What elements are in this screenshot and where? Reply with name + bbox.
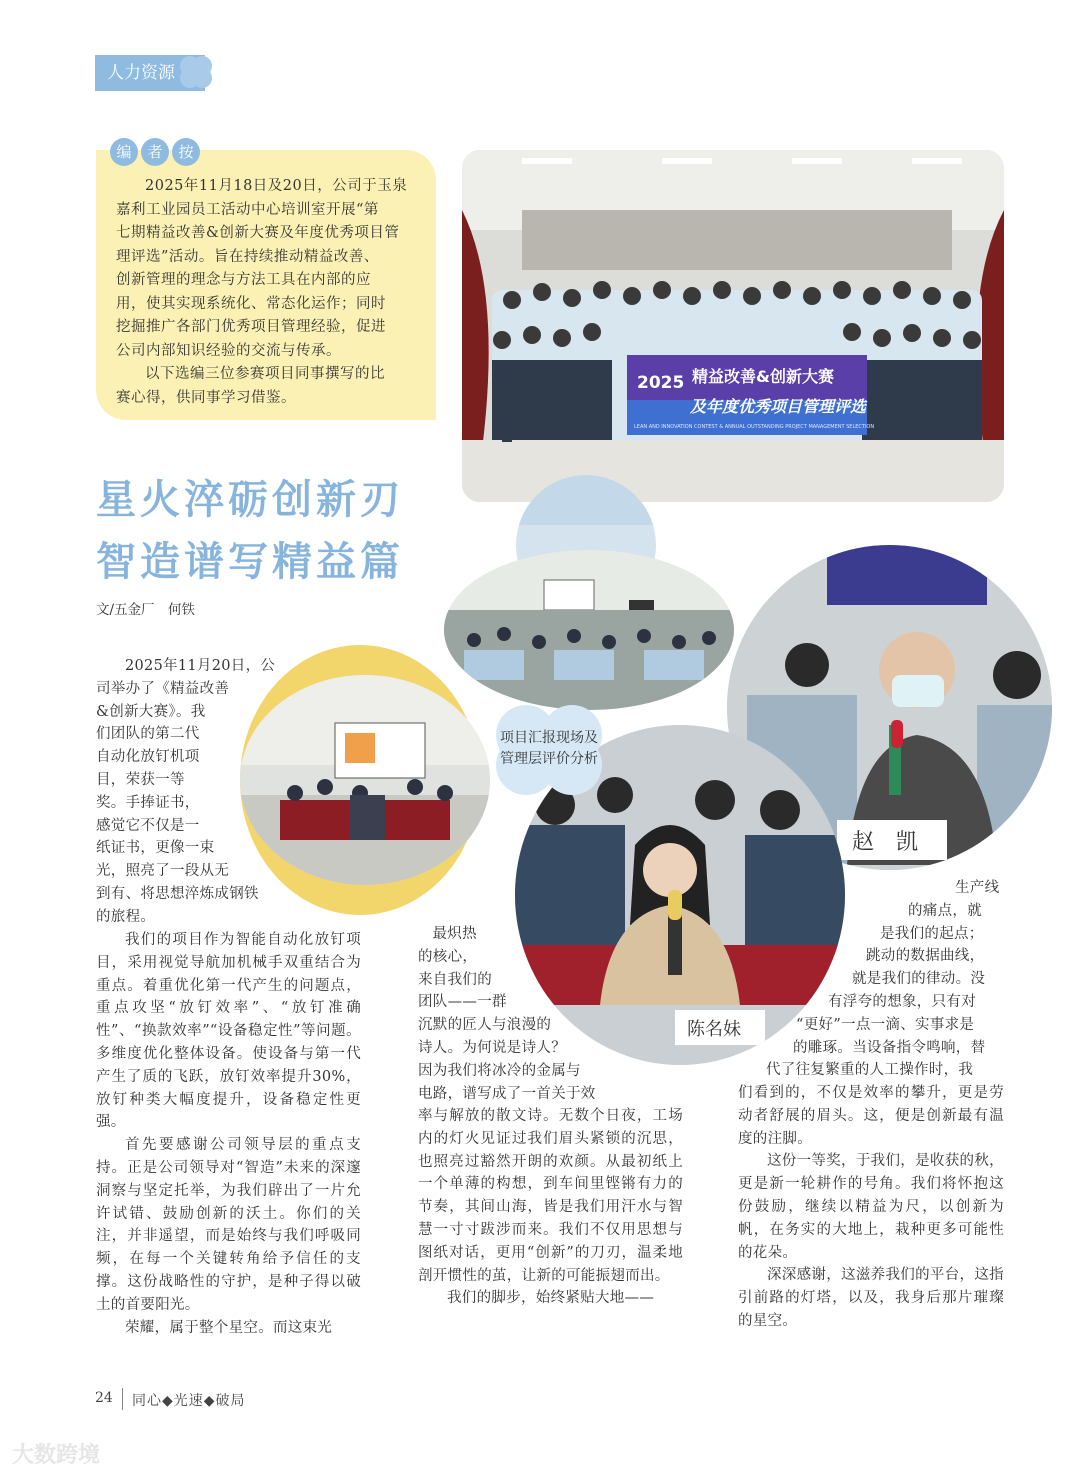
- page-number: 24: [95, 1390, 113, 1406]
- note-line: 赛心得，供同事学习借鉴。: [116, 389, 296, 406]
- text-line: “更好”一点一滴、实事求是: [796, 1016, 975, 1033]
- note-line: 嘉利工业园员工活动中心培训室开展“第: [116, 201, 379, 218]
- footer-slogan: 同心◆光速◆破局: [132, 1393, 246, 1409]
- note-line: 挖掘推广各部门优秀项目管理经验，促进: [116, 319, 386, 335]
- body-paragraph: 我们的项目作为智能自动化放钉项目，采用视觉导航加机械手双重结合为重点。着重优化第一代产生的问题点，重点攻坚“放钉效率”、“放钉准确性”、“换款效率”“设备稳定性”等问题。多维度优化整体设备。使设备与第一代产生了质的飞跃，放钉效率提升30%，放钉种类大幅度提升，设备稳定性更强。: [96, 932, 361, 1131]
- text-line: 因为我们将冰冷的金属与: [418, 1062, 581, 1079]
- note-line: 创新管理的理念与方法工具在内部的应: [116, 272, 371, 288]
- note-line: 以下选编三位参赛项目同事撰写的比: [145, 366, 385, 382]
- column-3-body: [738, 1082, 1004, 1333]
- text-line: 目，荣获一等: [96, 771, 185, 788]
- caption-line2: 管理层评价分析: [500, 751, 598, 767]
- body-paragraph: 深深感谢，这滋养我们的平台，这指引前路的灯塔，以及，我身后那片璀璨的星空。: [738, 1267, 1004, 1329]
- text-line: 到有、将思想淬炼成钢铁: [96, 885, 259, 902]
- cloud-icon: [176, 52, 216, 92]
- text-line: 跳动的数据曲线，: [866, 948, 985, 965]
- note-line: 用，使其实现系统化、常态化运作；同时: [116, 295, 386, 312]
- body-paragraph: 我们的脚步，始终紧贴大地——: [447, 1290, 655, 1307]
- presentation-room-illustration: [240, 675, 490, 885]
- footer-divider: [122, 1388, 123, 1410]
- text-line: 有浮夸的想象，只有对: [828, 993, 976, 1010]
- column-2-wrap: [418, 923, 688, 1105]
- banner-english: LEAN AND INNOVATION CONTEST & ANNUAL OUTSTANDING PROJECT MANAGEMENT SELECTION: [634, 424, 875, 430]
- editor-note-paragraph-1: [116, 175, 416, 363]
- group-photo-illustration: [462, 150, 1004, 502]
- text-line: 来自我们的: [418, 971, 492, 988]
- caption-line1: 项目汇报现场及: [500, 730, 598, 746]
- column-1-body: [96, 929, 361, 1339]
- column-3-wrap: [738, 877, 1004, 1082]
- text-line: 司举办了《精益改善: [96, 680, 230, 697]
- text-line: 就是我们的律动。没: [852, 971, 986, 988]
- editor-badge-1: 编: [110, 138, 138, 166]
- text-line: 沉默的匠人与浪漫的: [418, 1017, 552, 1034]
- text-line: 的旅程。: [96, 908, 156, 925]
- article-title-line2: 智造谱写精益篇: [96, 539, 404, 585]
- banner-line1: 精益改善&创新大赛: [692, 367, 834, 386]
- text-line: 的痛点，就: [908, 902, 982, 919]
- text-line: 们团队的第二代: [96, 726, 200, 743]
- photo-presentation-room: [240, 675, 490, 885]
- body-paragraph: 荣耀，属于整个星空。而这束光: [125, 1319, 333, 1336]
- byline: 文/五金厂 何铁: [96, 602, 196, 618]
- body-paragraph: 率与解放的散文诗。无数个日夜，工场内的灯火见证过我们眉头紧锁的沉思，也照亮过豁然开朗的欢颜。从最初纸上一个单薄的构想，到车间里铿锵有力的节奏，其间山海，皆是我们用汗水与智慧一寸寸跋涉而来。我们不仅用思想与图纸对话，更用“创新”的刀刃，温柔地剖开惯性的茧，让新的可能振翅而出。: [418, 1108, 683, 1284]
- note-line: 2025年11月18日及20日，公司于玉泉: [145, 178, 408, 194]
- text-line: 电路，谱写成了一首关于效: [418, 1085, 596, 1102]
- text-line: 生产线: [955, 880, 1000, 896]
- text-line: 2025年11月20日，公: [125, 658, 276, 674]
- text-line: &创新大赛》。我: [96, 703, 206, 720]
- group-photo: [462, 150, 1004, 502]
- banner-year: 2025: [637, 373, 685, 393]
- article-title-line1: 星火淬砺创新刃: [96, 477, 404, 523]
- editor-note-paragraph-2: [116, 363, 416, 410]
- text-line: 的雕琢。当设备指令鸣响，替: [793, 1039, 986, 1056]
- text-line: 光，照亮了一段从无: [96, 863, 230, 880]
- body-paragraph: 这份一等奖，于我们，是收获的秋，更是新一轮耕作的号角。我们将怀抱这份鼓励，继续以精益为尺，以创新为帆，在务实的大地上，栽种更多可能性的花朵。: [738, 1153, 1004, 1261]
- name-tag-center: 陈名妹: [687, 1019, 741, 1040]
- note-line: 七期精益改善&创新大赛及年度优秀项目管: [116, 225, 400, 241]
- editor-badge-2: 者: [141, 138, 169, 166]
- name-tag-right: 赵 凯: [852, 830, 919, 855]
- editor-note-text: [116, 175, 416, 410]
- note-line: 公司内部知识经验的交流与传承。: [116, 342, 341, 359]
- text-line: 团队——一群: [418, 994, 507, 1011]
- banner-line2: 及年度优秀项目管理评选: [690, 397, 867, 416]
- note-line: 理评选”活动。旨在持续推动精益改善、: [116, 248, 379, 265]
- body-paragraph: 首先要感谢公司领导层的重点支持。正是公司领导对“智造”未来的深邃洞察与坚定托举，为我们辟出了一片允许试错、鼓励创新的沃土。你们的关注，并非遥望，而是始终与我们呼吸同频，在每一个关键转角给予信任的支撑。这份战略性的守护，是种子得以破土的首要阳光。: [96, 1137, 361, 1313]
- body-paragraph: 们看到的，不仅是效率的攀升，更是劳动者舒展的眉头。这，便是创新最有温度的注脚。: [738, 1085, 1004, 1147]
- text-line: 自动化放钉机项: [96, 749, 200, 766]
- text-line: 的核心，: [418, 948, 478, 965]
- text-line: 感觉它不仅是一: [96, 817, 200, 834]
- text-line: 最炽热: [432, 926, 477, 942]
- text-line: 纸证书，更像一束: [96, 840, 215, 857]
- text-line: 奖。手捧证书，: [96, 794, 200, 811]
- column-1-intro: [96, 655, 276, 929]
- watermark: 大数跨境: [12, 1443, 101, 1468]
- text-line: 是我们的起点；: [880, 925, 984, 942]
- meeting-hall-illustration: [444, 550, 734, 710]
- section-label: 人力资源: [107, 63, 175, 83]
- text-line: 代了往复繁重的人工操作时，我: [766, 1062, 974, 1079]
- editor-badge-3: 按: [172, 138, 200, 166]
- text-line: 诗人。为何说是诗人？: [418, 1039, 566, 1056]
- column-2-body: [418, 1105, 683, 1310]
- photo-caption: [486, 728, 612, 770]
- photo-meeting-hall: [444, 550, 734, 710]
